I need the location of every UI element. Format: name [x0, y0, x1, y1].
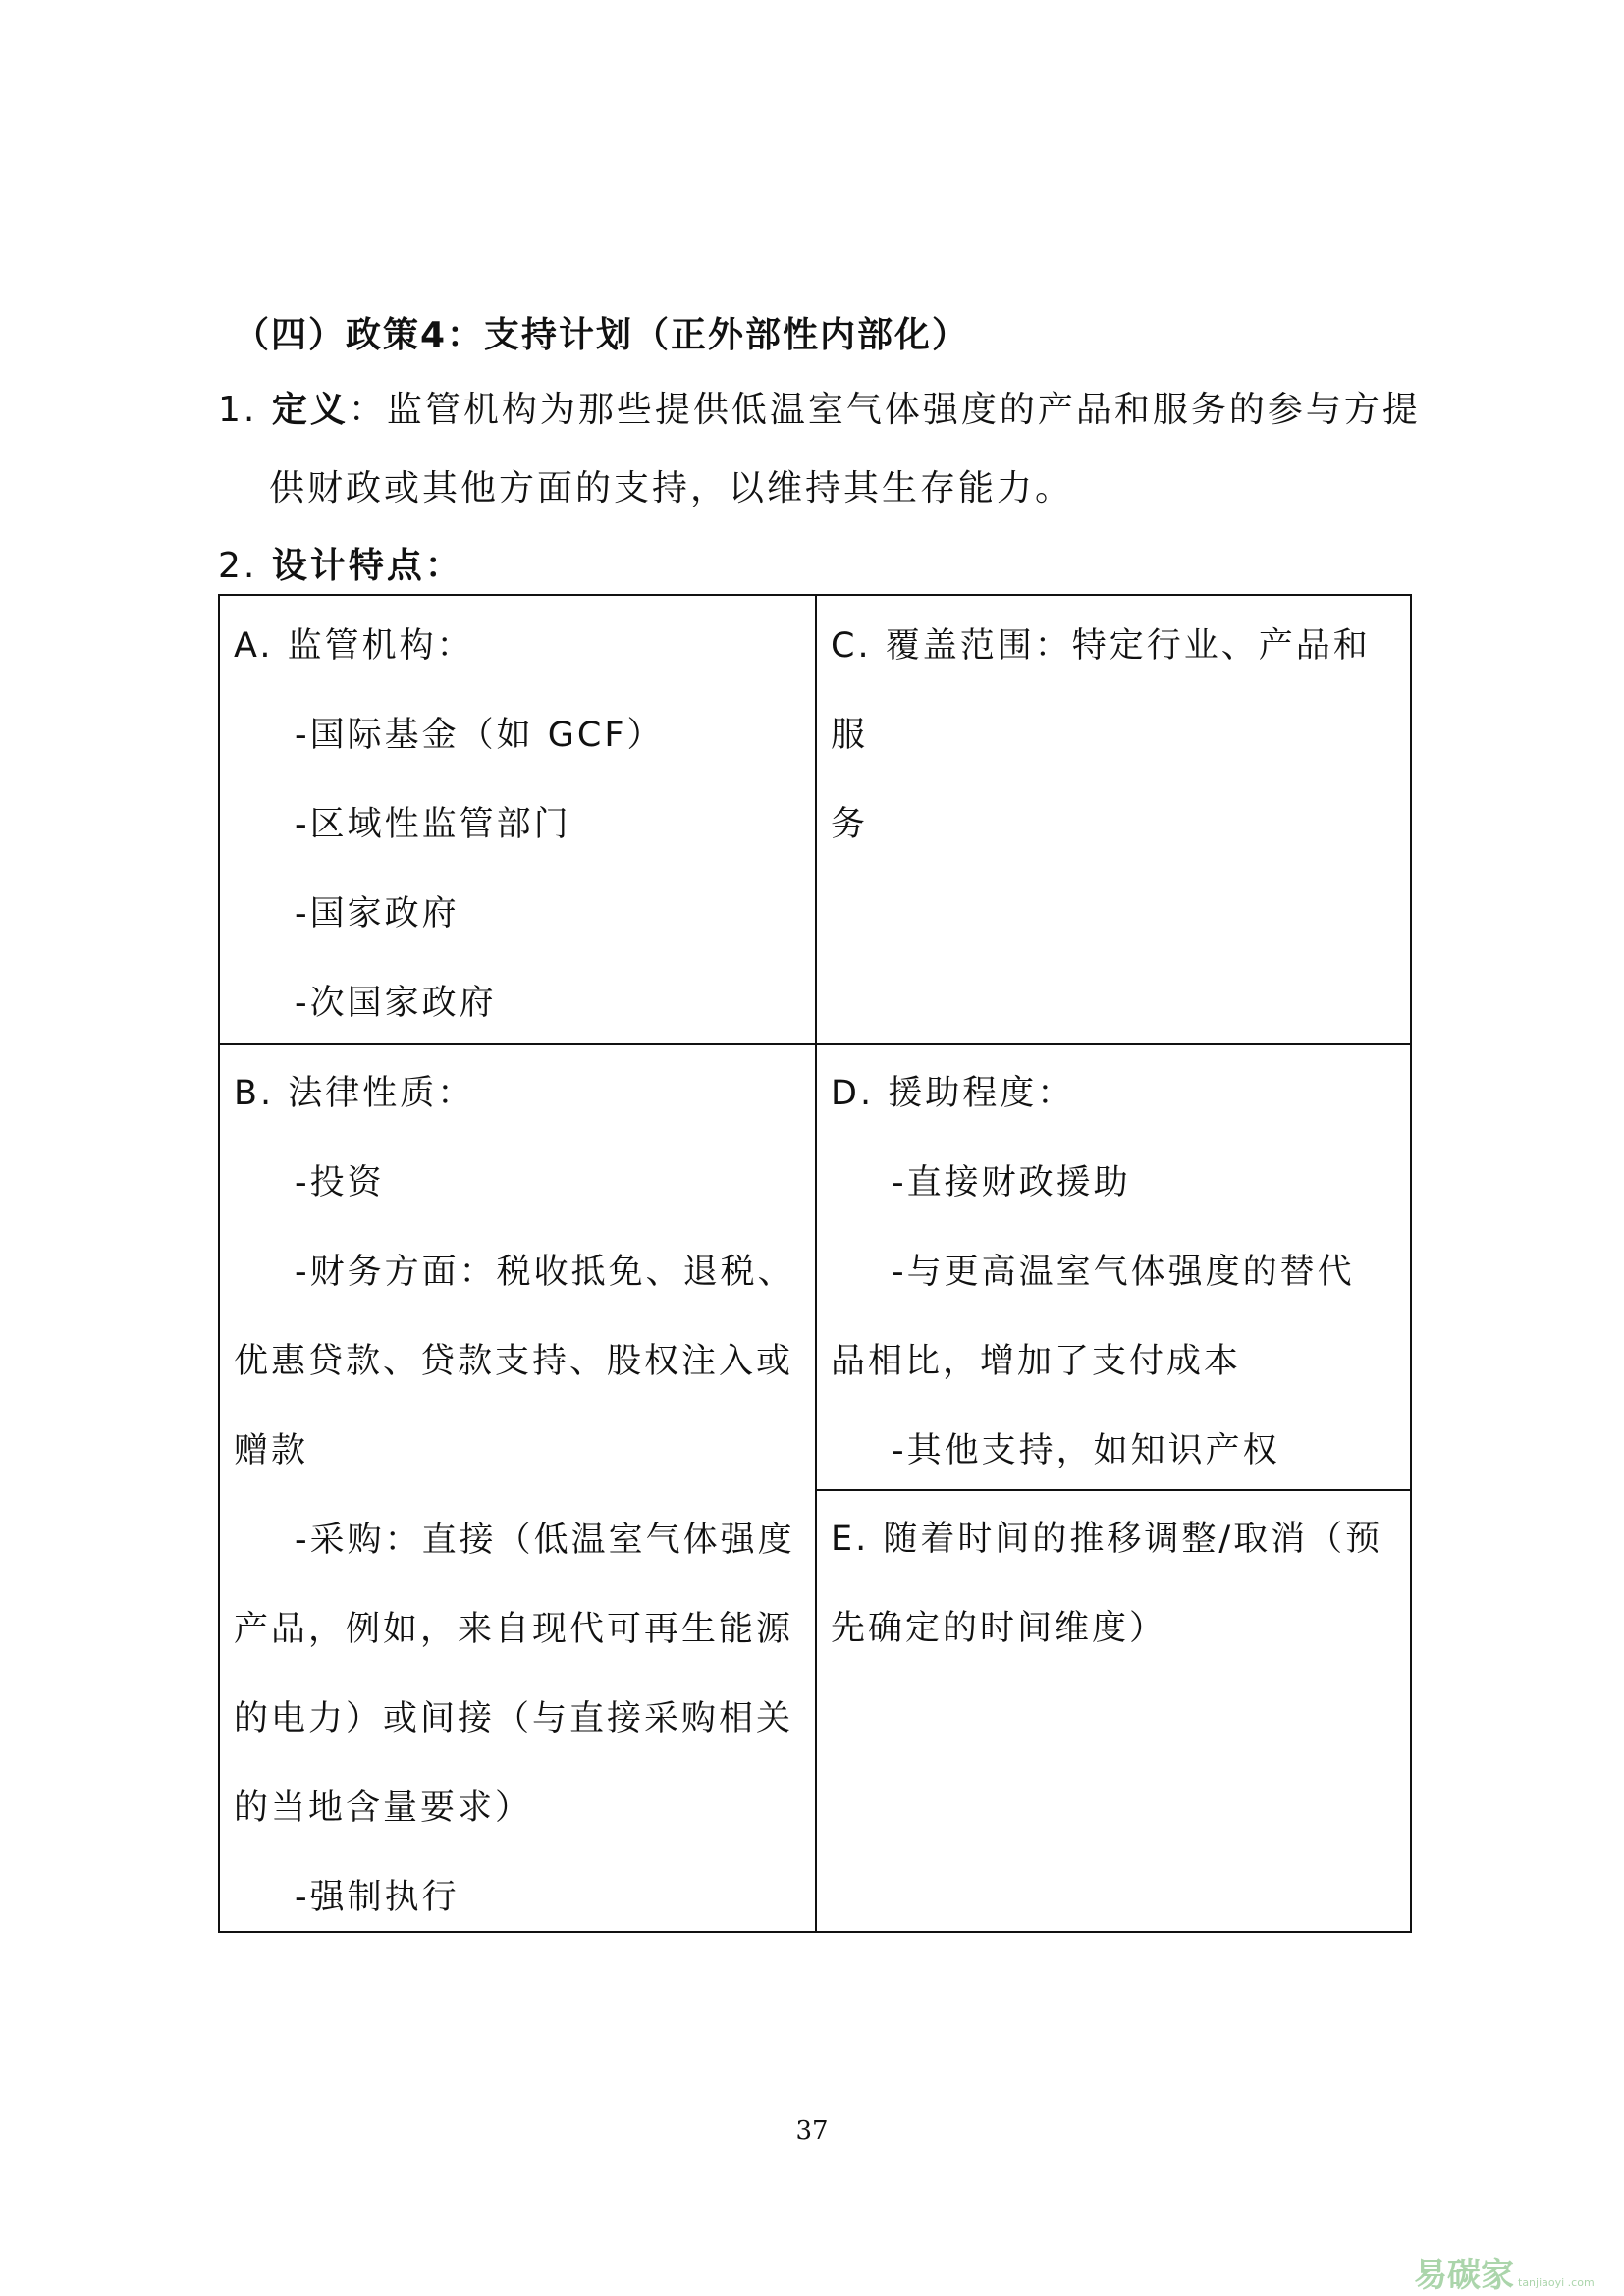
design-number: 2. — [218, 546, 258, 586]
list-item: -财务方面：税收抵免、退税、 — [295, 1253, 795, 1292]
cell-coverage — [817, 602, 1412, 870]
cell-adjustment-line1: E. 随着时间的推移调整/取消（预 — [831, 1520, 1383, 1559]
list-item: -次国家政府 — [295, 984, 497, 1023]
definition-number: 1. — [218, 390, 258, 430]
list-item: -直接财政援助 — [892, 1163, 1131, 1202]
watermark-text: 易碳家 — [1414, 2256, 1514, 2295]
cell-coverage-cont: 务 — [831, 805, 869, 844]
cell-assistance-title: D. 援助程度： — [831, 1074, 1075, 1113]
cell-legal-nature-title: B. 法律性质： — [234, 1074, 475, 1113]
list-item-cont: 赠款 — [234, 1431, 309, 1470]
cell-regulator — [220, 602, 815, 1048]
definition-label: 定义 — [271, 390, 349, 430]
list-item-cont: 的当地含量要求） — [234, 1789, 533, 1828]
cell-adjustment — [817, 1495, 1412, 1674]
page-number: 37 — [795, 2116, 829, 2146]
cell-assistance-level — [817, 1049, 1412, 1496]
definition-text-line1: ：监管机构为那些提供低温室气体强度的产品和服务的参与方提 — [348, 390, 1421, 430]
list-item-cont: 优惠贷款、贷款支持、股权注入或 — [234, 1342, 794, 1381]
list-item: -国际基金（如 GCF） — [295, 716, 665, 755]
watermark-sub: tanjiaoyi .com — [1518, 2276, 1595, 2289]
list-item: -国家政府 — [295, 894, 460, 934]
cell-coverage-title: C. 覆盖范围：特定行业、产品和服 — [831, 626, 1371, 755]
list-item-cont: 的电力）或间接（与直接采购相关 — [234, 1699, 794, 1738]
list-item: -强制执行 — [295, 1878, 460, 1917]
list-item: -其他支持，如知识产权 — [892, 1431, 1280, 1470]
list-item: -区域性监管部门 — [295, 805, 571, 844]
design-features-table — [218, 594, 1412, 1933]
watermark-logo — [1414, 2248, 1595, 2296]
list-item: -采购：直接（低温室气体强度 — [295, 1521, 795, 1560]
list-item-cont: 产品，例如，来自现代可再生能源 — [234, 1610, 794, 1649]
definition-paragraph — [218, 371, 1426, 528]
list-item: -与更高温室气体强度的替代 — [892, 1253, 1355, 1292]
cell-regulator-title: A. 监管机构： — [234, 626, 474, 666]
list-item: -投资 — [295, 1163, 385, 1202]
cell-legal-nature — [220, 1049, 815, 1943]
section-heading: （四）政策4：支持计划（正外部性内部化） — [234, 315, 970, 355]
cell-adjustment-line2: 先确定的时间维度） — [831, 1609, 1167, 1648]
list-item-cont: 品相比，增加了支付成本 — [831, 1342, 1242, 1381]
design-label: 设计特点： — [271, 546, 463, 586]
definition-text-line2: 供财政或其他方面的支持，以维持其生存能力。 — [269, 468, 1074, 508]
